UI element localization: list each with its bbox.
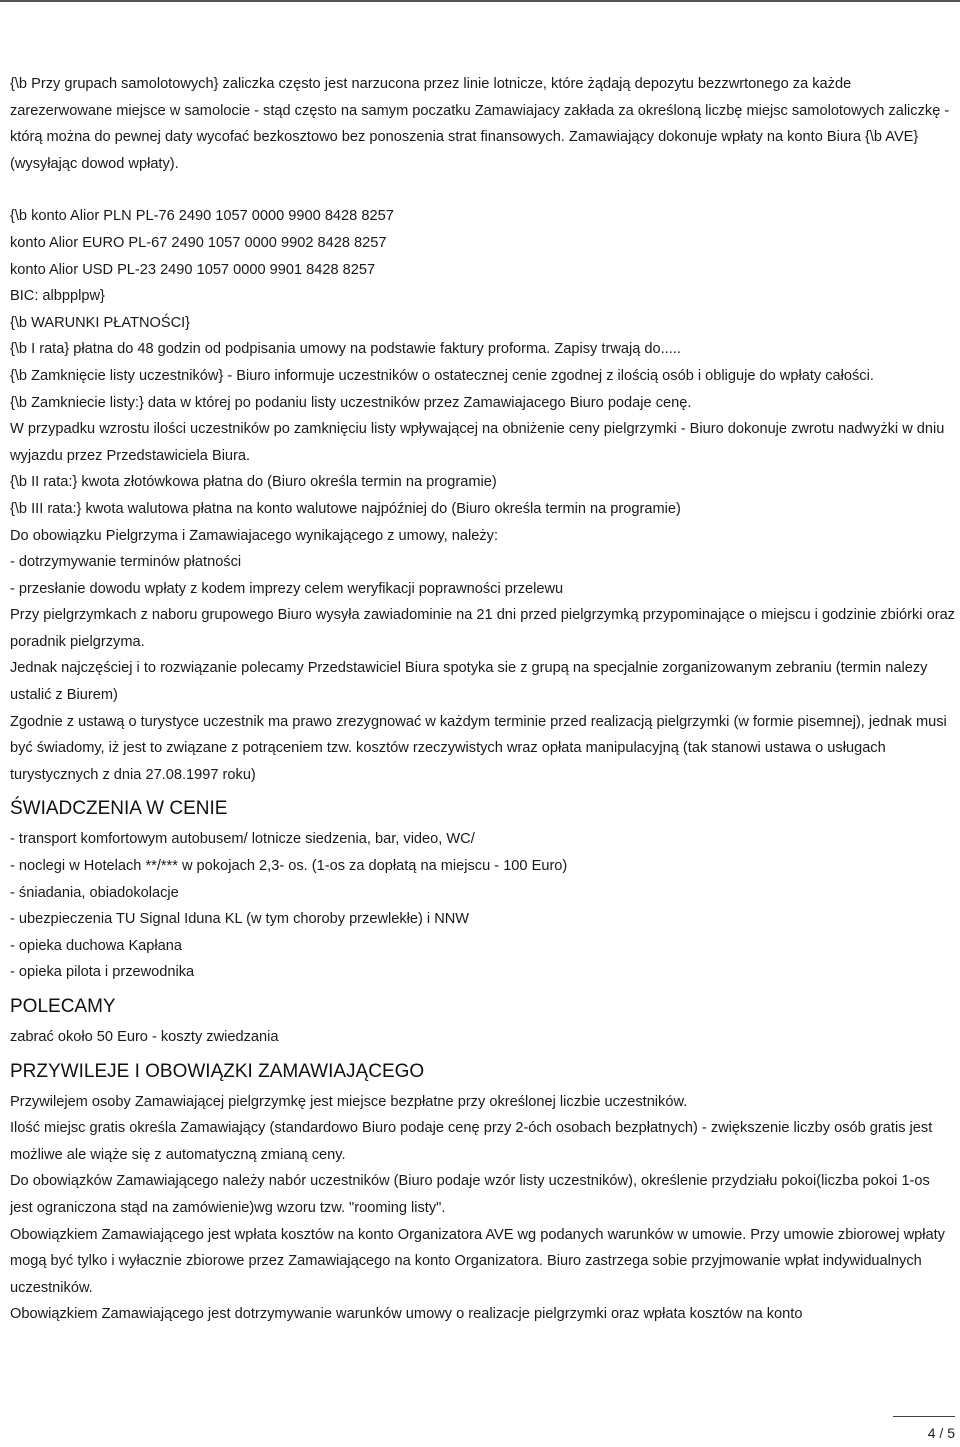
list-item: - opieka pilota i przewodnika	[10, 964, 195, 981]
page-number: 4 / 5	[927, 1425, 955, 1441]
list-item: - noclegi w Hotelach **/*** w pokojach 2,3- os. (1-os za dopłatą na miejscu - 100 Euro)	[10, 858, 568, 875]
obligation-item: - przesłanie dowodu wpłaty z kodem imprezy celem weryfikacji poprawności przelewu	[10, 580, 564, 597]
group-notice: Przy pielgrzymkach z naboru grupowego Biuro wysyła zawiadominie na 21 dni przed pielgrzymką przypominające o miejscu i godzinie zbiórki oraz poradnik pielgrzyma.	[10, 607, 955, 650]
third-installment: {\b III rata:} kwota walutowa płatna na konto walutowe najpóźniej do (Biuro określa termin na programie)	[10, 500, 681, 517]
list-item: - transport komfortowym autobusem/ lotnicze siedzenia, bar, video, WC/	[10, 831, 475, 848]
first-installment: {\b I rata} płatna do 48 godzin od podpisania umowy na podstawie faktury proforma. Zapisy trwają do.....	[10, 341, 681, 358]
obligation-item: - dotrzymywanie terminów płatności	[10, 554, 242, 571]
refund-note: W przypadku wzrostu ilości uczestników po zamknięciu listy wpływającej na obniżenie ceny pielgrzymki - Biuro dokonuje zwrotu nadwyżki w dniu wyjazdu przez Przedstawiciela Biura.	[10, 421, 945, 464]
payment-terms-title: {\b WARUNKI PŁATNOŚCI}	[10, 314, 191, 331]
list-closing-note: {\b Zamknięcie listy uczestników} - Biuro informuje uczestników o ostatecznej cenie zgodnej z ilością osób i obliguje do wpłaty całości.	[10, 367, 874, 384]
section-heading-polecamy: POLECAMY	[10, 996, 116, 1017]
second-installment: {\b II rata:} kwota złotówkowa płatna do (Biuro określa termin na programie)	[10, 474, 497, 491]
paragraph: Obowiązkiem Zamawiającego jest wpłata kosztów na konto Organizatora AVE wg podanych warunków w umowie. Przy umowie zbiorowej wpłaty mogą być tylko i wyłacznie zbiorowe przez Zamawiającego na konto Organizatora. Biuro zastrzega sobie przyjmowanie wpłat indywidualnych uczestników.	[10, 1226, 945, 1296]
spacer	[10, 177, 955, 203]
paragraph: Ilość miejsc gratis określa Zamawiający (standardowo Biuro podaje cenę przy 2-óch osobach bezpłatnych) - zwiększenie liczby osób gratis jest możliwe ale wiąże się z automatyczną zmianą ceny.	[10, 1120, 933, 1163]
przywileje-list	[10, 1089, 955, 1328]
list-closing-date: {\b Zamkniecie listy:} data w której po podaniu listy uczestników przez Zamawiajacego Biuro podaje cenę.	[10, 394, 692, 411]
section-heading-przywileje: PRZYWILEJE I OBOWIĄZKI ZAMAWIAJĄCEGO	[10, 1060, 425, 1082]
list-item: - ubezpieczenia TU Signal Iduna KL (w tym choroby przewlekłe) i NNW	[10, 911, 470, 928]
account-euro: konto Alior EURO PL-67 2490 1057 0000 9902 8428 8257	[10, 234, 387, 251]
list-item: - śniadania, obiadokolacje	[10, 884, 179, 901]
top-rule	[0, 0, 960, 2]
paragraph: Do obowiązków Zamawiającego należy nabór uczestników (Biuro podaje wzór listy uczestników), określenie przydziału pokoi(liczba pokoi 1-os jest ograniczona stąd na zamówienie)wg wzoru tzw. "rooming listy".	[10, 1173, 930, 1216]
obligations-intro: Do obowiązku Pielgrzyma i Zamawiajacego wynikającego z umowy, należy:	[10, 527, 499, 544]
meeting-recommendation: Jednak najczęściej i to rozwiązanie polecamy Przedstawiciel Biura spotyka sie z grupą na specjalnie zorganizowanym zebraniu (termin nalezy ustalić z Biurem)	[10, 660, 928, 704]
polecamy-list	[10, 1024, 955, 1051]
list-item: zabrać około 50 Euro - koszty zwiedzania	[10, 1029, 279, 1045]
footer-rule	[893, 1416, 955, 1417]
resignation-note: Zgodnie z ustawą o turystyce uczestnik ma prawo zrezygnować w każdym terminie przed realizacją pielgrzymki (w formie pisemnej), jednak musi być świadomy, iż jest to związane z potrąceniem tzw. kosztów rzeczywistych wraz opłata manipulacyjną (tak stanowi ustawa o usługach turystycznych z dnia 27.08.1997 roku)	[10, 713, 947, 783]
swiadczenia-list	[10, 826, 955, 986]
document-body	[10, 71, 955, 1328]
account-usd: konto Alior USD PL-23 2490 1057 0000 9901 8428 8257	[10, 261, 376, 278]
bic-code: BIC: albpplpw}	[10, 288, 105, 305]
list-item: - opieka duchowa Kapłana	[10, 937, 183, 954]
payment-terms-block	[10, 203, 955, 788]
paragraph: Obowiązkiem Zamawiającego jest dotrzymywanie warunków umowy o realizacje pielgrzymki oraz wpłata kosztów na konto	[10, 1306, 803, 1323]
section-heading-swiadczenia: ŚWIADCZENIA W CENIE	[10, 798, 228, 820]
intro-paragraph: {\b Przy grupach samolotowych} zaliczka często jest narzucona przez linie lotnicze, które żądają depozytu bezzwrtonego za każde zarezerwowane miejsce w samolocie - stąd często na samym poczatku Zamawiajacy zakłada za określoną liczbę miejsc samolotowych zaliczkę - którą można do pewnej daty wycofać bezkosztowo bez ponoszenia strat finansowych. Zamawiający dokonuje wpłaty na konto Biura {\b AVE} (wysyłając dowod wpłaty).	[10, 76, 950, 172]
account-pln: {\b konto Alior PLN PL-76 2490 1057 0000 9900 8428 8257	[10, 208, 394, 225]
paragraph: Przywilejem osoby Zamawiającej pielgrzymkę jest miejsce bezpłatne przy określonej liczbie uczestników.	[10, 1093, 688, 1110]
